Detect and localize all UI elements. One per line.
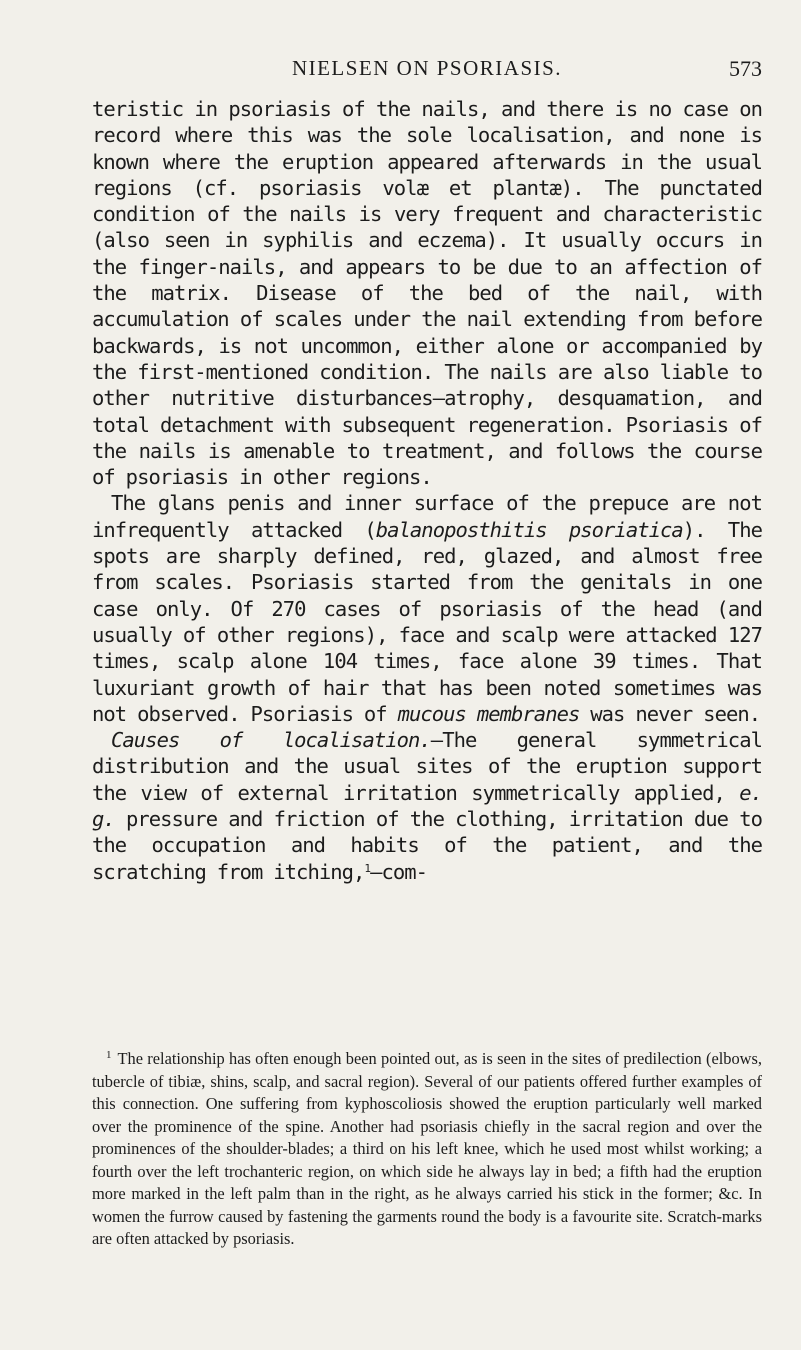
footnote-1: [92, 1044, 762, 1251]
page-number: 573: [729, 56, 762, 81]
paragraph-nails: [92, 96, 762, 490]
footnote-marker: 1: [106, 1049, 112, 1061]
mucous-membranes-term: mucous membranes: [397, 701, 580, 726]
footnotes: [92, 1044, 762, 1251]
paragraph-nails-text: teristic in psoriasis of the nails, and there is no case on record where this was the sole localisation, and none is known where the eruption appeared afterwards in the usual regions (cf. psoriasis volæ et plantæ). The punctated condition of the nails is very frequent and characteristic (also seen in syphilis and eczema). It usually occurs in the finger-nails, and appears to be due to an affection of the matrix. Disease of the bed of the nail, with accumulation of scales under the nail extending from before backwards, is not uncommon, either alone or accompanied by the first-mentioned condition. The nails are also liable to other nutritive disturbances—atrophy, desquamation, and total detachment with subsequent regeneration. Psoriasis of the nails is amenable to treatment, and follows the course of psoriasis in other regions.: [92, 97, 762, 490]
causes-text-c: —com-: [370, 859, 428, 884]
causes-heading: Causes of localisation.: [111, 728, 431, 753]
genitals-text-c: was never seen.: [579, 701, 761, 726]
footnote-text: The relationship has often enough been pointed out, as is seen in the sites of predilection (elbows, tubercle of tibiæ, shins, scalp, and sacral region). Several of our patients offered further examples of this connection. One suffering from kyphoscoliosis showed the eruption particularly well marked over the prominence of the spine. Another had psoriasis chiefly in the sacral region and over the prominences of the shoulder-blades; a third on his left knee, which he used most whilst working; a fourth over the left trochanteric region, on which side he always lay in bed; a fifth had the eruption more marked in the left palm than in the right, as he always carried his stick in the former; &c. In women the furrow caused by fastening the garments round the body is a favourite site. Scratch-marks are often attacked by psoriasis.: [92, 1049, 762, 1249]
paragraph-genitals: [92, 490, 762, 727]
eg-abbrev: e. g.: [92, 780, 762, 832]
genitals-text-a: The glans penis and inner surface of the prepuce are not infrequently attacked (: [92, 491, 762, 542]
balanoposthitis-term: balanoposthitis psoriatica: [375, 517, 683, 542]
running-head: [92, 56, 762, 86]
causes-text-b: pressure and friction of the clothing, irritation due to the occupation and habits of the patient, and the scratching from itching,: [92, 807, 762, 884]
causes-text-a: —The general symmetrical distribution and the usual sites of the eruption support the view of external irritation symmetrically applied,: [92, 728, 762, 805]
genitals-text-b: ). The spots are sharply defined, red, glazed, and almost free from scales. Psoriasis started from the genitals in one case only. Of 270 cases of psoriasis of the head (and usually of other regions), face and scalp were attacked 127 times, scalp alone 104 times, face alone 39 times. That luxuriant growth of hair that has been noted sometimes was not observed. Psoriasis of: [92, 517, 762, 726]
body-text: [92, 96, 762, 885]
running-title: NIELSEN ON PSORIASIS.: [291, 56, 563, 80]
footnote-reference[interactable]: 1: [364, 861, 371, 875]
paragraph-causes: [92, 727, 762, 885]
